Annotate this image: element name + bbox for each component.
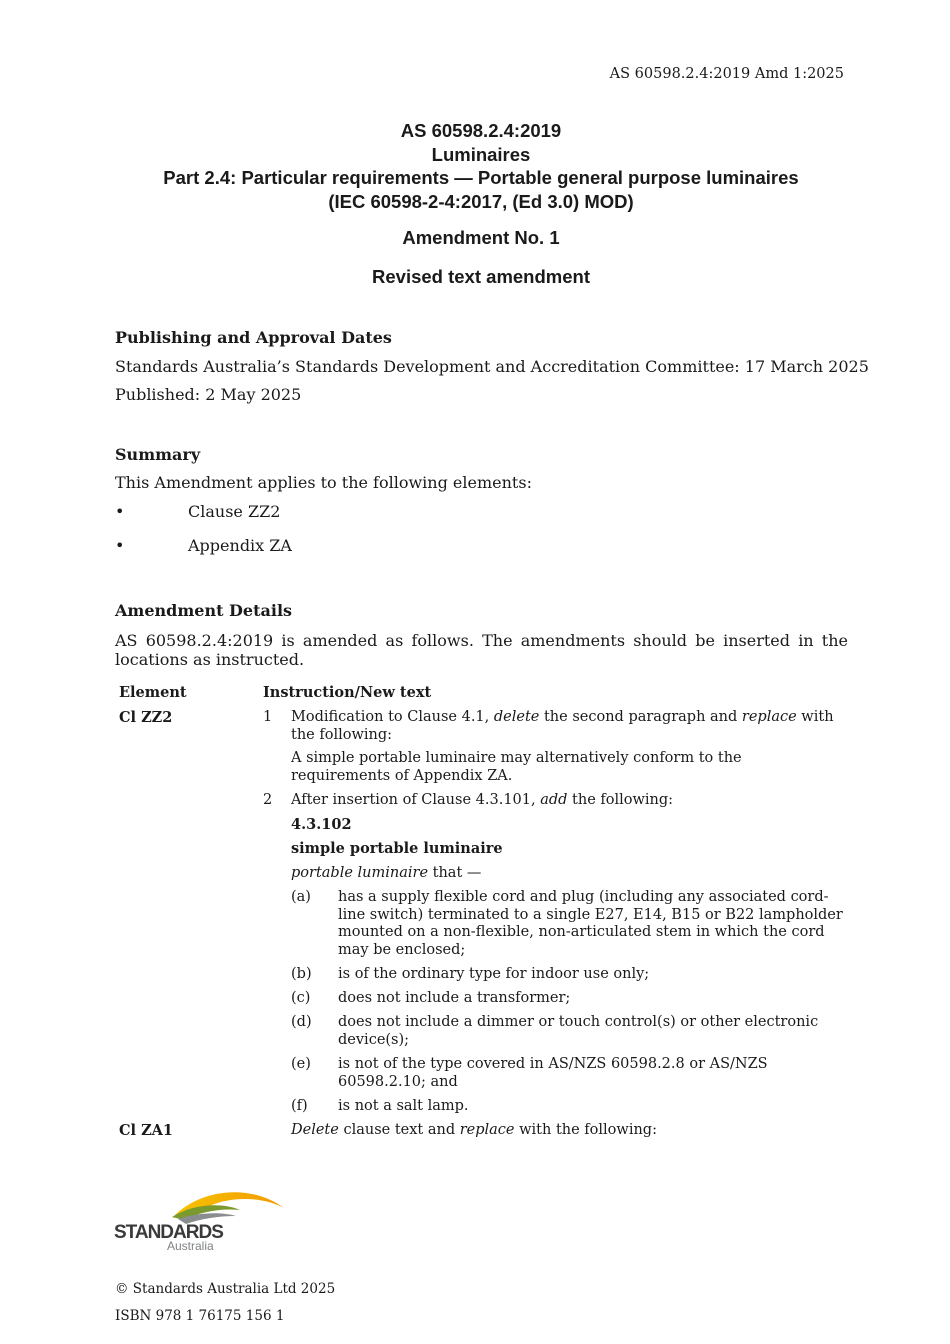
list-item: is of the ordinary type for indoor use only; <box>338 966 650 982</box>
element-cell: Cl ZZ2 <box>119 709 173 726</box>
standards-australia-logo <box>112 1186 288 1256</box>
summary-intro: This Amendment applies to the following elements: <box>115 473 532 492</box>
details-heading: Amendment Details <box>115 601 293 620</box>
amendment-type: Revised text amendment <box>372 266 590 287</box>
instruction-number: 1 <box>263 709 273 725</box>
standard-title: Luminaires <box>431 143 531 165</box>
standard-iec-ref: (IEC 60598-2-4:2017, (Ed 3.0) MOD) <box>328 190 634 212</box>
amendment-number: Amendment No. 1 <box>402 227 560 248</box>
summary-heading: Summary <box>115 445 201 464</box>
logo-swoosh-icon <box>112 1186 288 1256</box>
standard-part: Part 2.4: Particular requirements — Portable general purpose luminaires <box>163 167 799 188</box>
isbn: ISBN 978 1 76175 156 1 <box>115 1308 285 1324</box>
instruction-text: After insertion of Clause 4.3.101, add the following: <box>291 792 674 808</box>
document-reference: AS 60598.2.4:2019 Amd 1:2025 <box>609 66 844 82</box>
published-date: Published: 2 May 2025 <box>115 385 302 404</box>
column-header-instruction: Instruction/New text <box>263 684 432 701</box>
list-item: is not a salt lamp. <box>338 1098 469 1114</box>
summary-item: Appendix ZA <box>188 536 292 555</box>
clause-number: 4.3.102 <box>291 816 352 833</box>
details-intro: AS 60598.2.4:2019 is amended as follows. The amendments should be inserted in the locations as instructed. <box>115 631 848 669</box>
new-text-paragraph: A simple portable luminaire may alternatively conform to the requirements of Appendix ZA. <box>291 750 742 784</box>
title-block <box>0 119 950 213</box>
publishing-heading: Publishing and Approval Dates <box>115 328 392 347</box>
copyright: © Standards Australia Ltd 2025 <box>115 1281 336 1297</box>
summary-item: Clause ZZ2 <box>188 502 281 521</box>
column-header-element: Element <box>119 684 187 701</box>
list-item: has a supply flexible cord and plug (including any associated cord-line switch) terminated to a single E27, E14, B15 or B22 lampholder mounted on a non-flexible, non-articulated stem in which the cord may be enclosed; <box>338 889 843 958</box>
instruction-text: Modification to Clause 4.1, delete the second paragraph and replace with the following: <box>291 709 834 743</box>
list-item: does not include a transformer; <box>338 990 571 1006</box>
standard-number: AS 60598.2.4:2019 <box>400 120 562 141</box>
instruction-number: 2 <box>263 792 273 808</box>
list-item: is not of the type covered in AS/NZS 60598.2.8 or AS/NZS 60598.2.10; and <box>338 1056 768 1090</box>
bullet: • <box>115 536 125 555</box>
list-label: (d) <box>291 1014 312 1030</box>
committee-approval: Standards Australia’s Standards Development and Accreditation Committee: 17 March 2025 <box>115 357 869 376</box>
instruction-text: Delete clause text and replace with the following: <box>291 1122 657 1138</box>
list-label: (a) <box>291 889 311 905</box>
definition-lead: portable luminaire that — <box>291 865 482 881</box>
list-item: does not include a dimmer or touch control(s) or other electronic device(s); <box>338 1014 819 1048</box>
defined-term: simple portable luminaire <box>291 840 503 857</box>
logo-word-standards: STANDARDS <box>114 1222 223 1243</box>
list-label: (e) <box>291 1056 311 1072</box>
list-label: (f) <box>291 1098 308 1114</box>
bullet: • <box>115 502 125 521</box>
logo-word-australia: Australia <box>167 1239 214 1253</box>
element-cell: Cl ZA1 <box>119 1122 174 1139</box>
list-label: (b) <box>291 966 312 982</box>
list-label: (c) <box>291 990 311 1006</box>
